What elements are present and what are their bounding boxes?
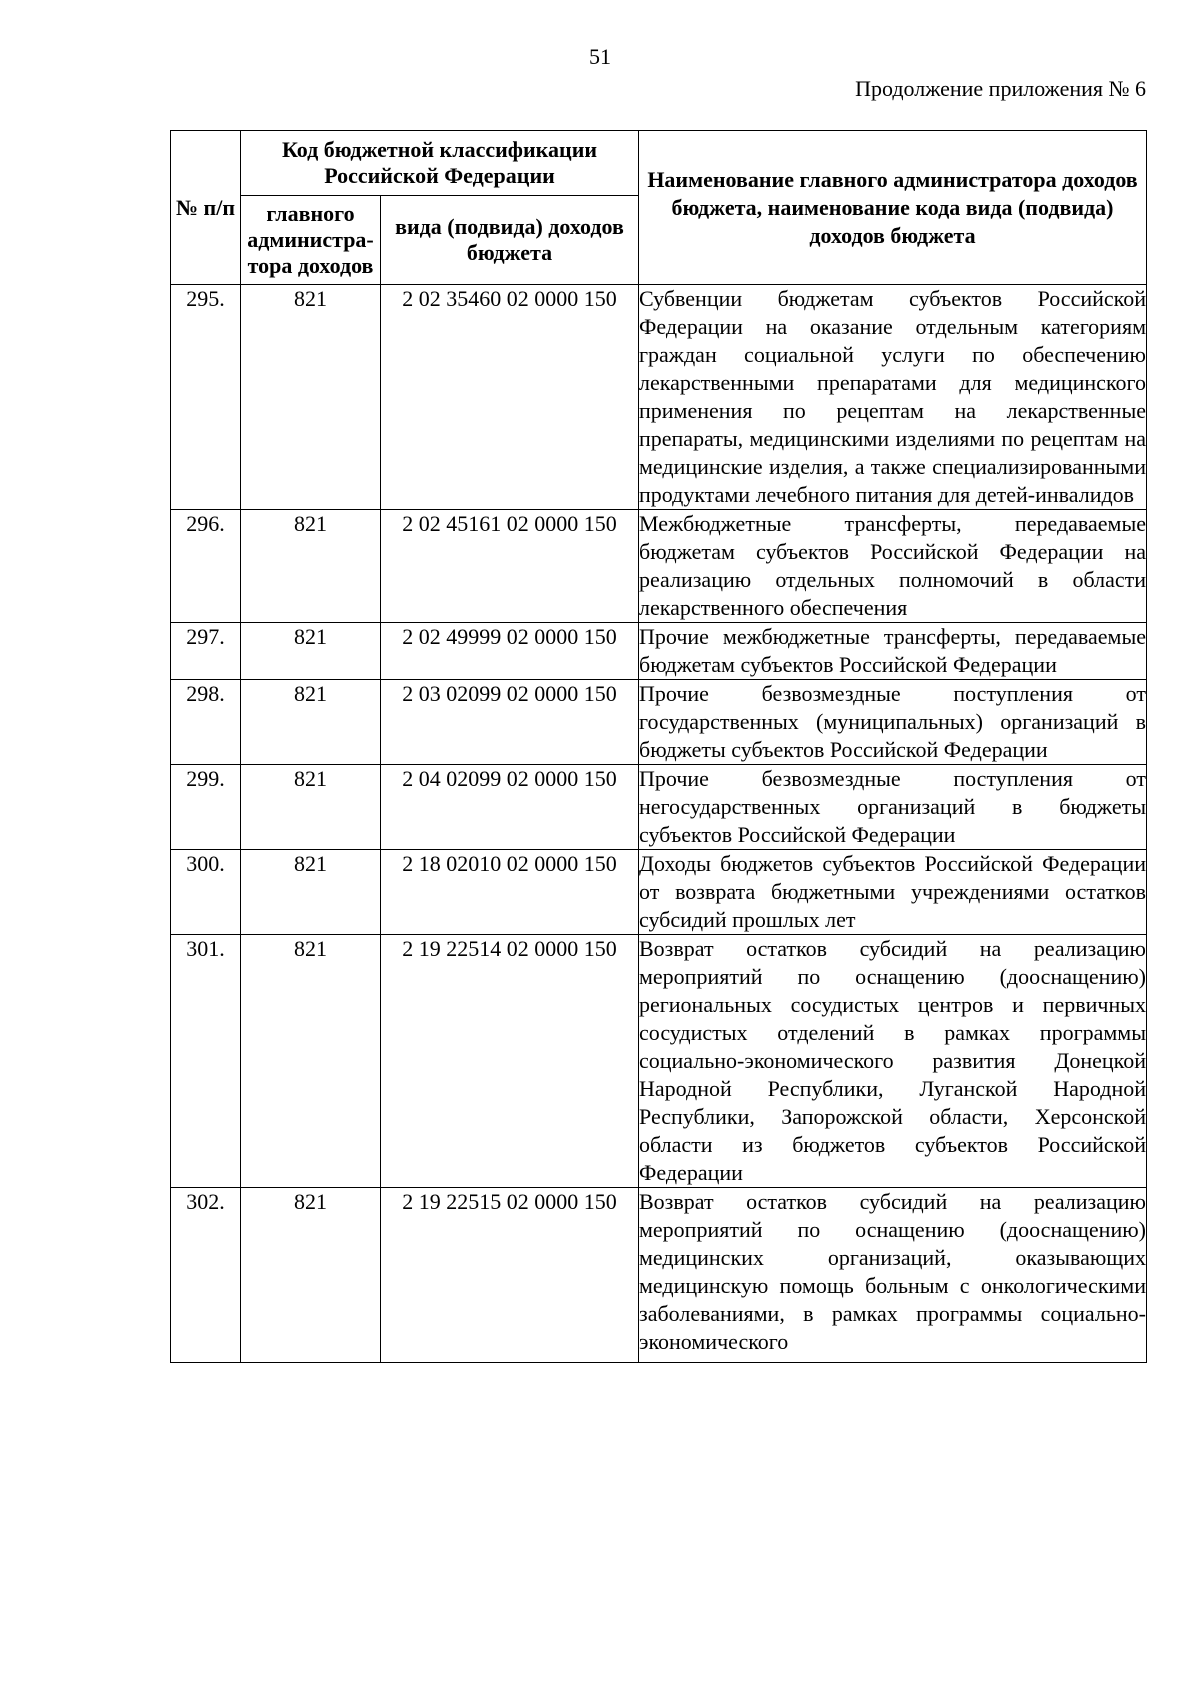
table-row [171, 510, 1147, 623]
table-row [171, 1188, 1147, 1363]
table-header [171, 131, 1147, 285]
table-row [171, 765, 1147, 850]
income-classification-table [170, 130, 1147, 1363]
income-name [639, 285, 1147, 510]
income-name [639, 765, 1147, 850]
income-code: 2 02 35460 02 0000 150 [381, 285, 639, 510]
income-name [639, 510, 1147, 623]
income-name [639, 850, 1147, 935]
income-code: 2 18 02010 02 0000 150 [381, 850, 639, 935]
income-name-text: Возврат остатков субсидий на реализацию мероприятий по оснащению (дооснащению) региональных сосудистых центров и первичных сосудистых отделений в рамках программы социально-экономического развития Донецкой Народной Республики, Луганской Народной Республики, Запорожской области, Херсонской области из бюджетов субъектов Российской Федерации [639, 936, 1146, 1185]
income-name-text: Возврат остатков субсидий на реализацию мероприятий по оснащению (дооснащению) медицинских организаций, оказывающих медицинскую помощь больным с онкологическими заболеваниями, в рамках программы социально-экономического [639, 1189, 1146, 1354]
header-budget-classification-code: Код бюджетной классификации Российской Федерации [241, 131, 639, 196]
administrator-code: 821 [241, 285, 381, 510]
income-code: 2 02 45161 02 0000 150 [381, 510, 639, 623]
table-row [171, 850, 1147, 935]
administrator-code: 821 [241, 850, 381, 935]
income-name-text: Прочие безвозмездные поступления от государственных (муниципальных) организаций в бюджеты субъектов Российской Федерации [639, 681, 1146, 762]
table-row [171, 680, 1147, 765]
income-name-text: Доходы бюджетов субъектов Российской Федерации от возврата бюджетными учреждениями остатков субсидий прошлых лет [639, 851, 1146, 932]
income-name [639, 935, 1147, 1188]
row-number: 301. [171, 935, 241, 1188]
administrator-code: 821 [241, 510, 381, 623]
administrator-code: 821 [241, 680, 381, 765]
row-number: 299. [171, 765, 241, 850]
row-number: 300. [171, 850, 241, 935]
administrator-code: 821 [241, 765, 381, 850]
table-row [171, 623, 1147, 680]
income-name-text: Межбюджетные трансферты, передаваемые бюджетам субъектов Российской Федерации на реализацию отдельных полномочий в области лекарственного обеспечения [639, 511, 1146, 620]
header-name: Наименование главного администратора доходов бюджета, наименование кода вида (подвида) доходов бюджета [639, 131, 1147, 285]
income-name [639, 680, 1147, 765]
table-body [171, 285, 1147, 1363]
header-main-administrator: главного администра-тора доходов [241, 196, 381, 285]
income-code: 2 19 22515 02 0000 150 [381, 1188, 639, 1363]
table-row [171, 935, 1147, 1188]
table-row [171, 285, 1147, 510]
income-code: 2 03 02099 02 0000 150 [381, 680, 639, 765]
income-name-text: Субвенции бюджетам субъектов Российской Федерации на оказание отдельным категориям граждан социальной услуги по обеспечению лекарственными препаратами для медицинского применения по рецептам на лекарственные препараты, медицинскими изделиями по рецептам на медицинские изделия, а также специализированными продуктами лечебного питания для детей-инвалидов [639, 286, 1146, 507]
appendix-continuation-label: Продолжение приложения № 6 [855, 76, 1146, 101]
row-number: 296. [171, 510, 241, 623]
income-code: 2 04 02099 02 0000 150 [381, 765, 639, 850]
income-name-text: Прочие безвозмездные поступления от негосударственных организаций в бюджеты субъектов Российской Федерации [639, 766, 1146, 847]
administrator-code: 821 [241, 1188, 381, 1363]
administrator-code: 821 [241, 935, 381, 1188]
header-row-number: № п/п [171, 131, 241, 285]
income-name [639, 623, 1147, 680]
header-income-kind: вида (подвида) доходов бюджета [381, 196, 639, 285]
row-number: 297. [171, 623, 241, 680]
row-number: 302. [171, 1188, 241, 1363]
page-number: 51 [589, 44, 611, 69]
income-code: 2 02 49999 02 0000 150 [381, 623, 639, 680]
income-name [639, 1188, 1147, 1363]
row-number: 295. [171, 285, 241, 510]
income-code: 2 19 22514 02 0000 150 [381, 935, 639, 1188]
income-name-text: Прочие межбюджетные трансферты, передаваемые бюджетам субъектов Российской Федерации [639, 624, 1146, 677]
administrator-code: 821 [241, 623, 381, 680]
row-number: 298. [171, 680, 241, 765]
